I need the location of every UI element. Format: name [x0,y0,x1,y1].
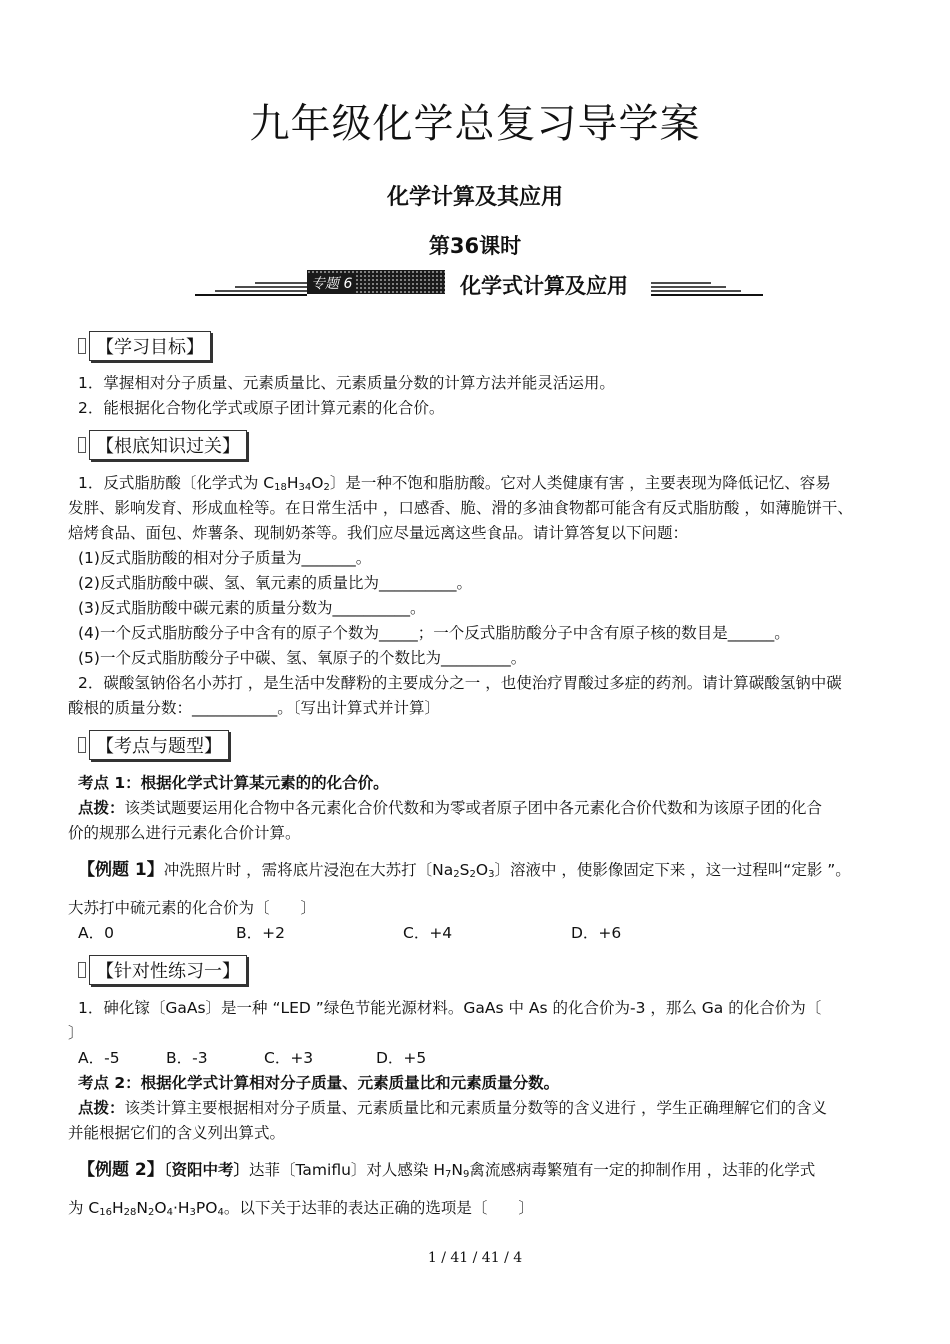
section-practice-1 [78,956,247,984]
practice-1-question: 1．砷化镓〔GaAs〕是一种 “LED ”绿色节能光源材料。GaAs 中 As 的化合价为-3 ，那么 Ga 的化合价为〔 [78,999,822,1017]
box-icon [78,737,86,753]
practice-1-question: 〕 [68,1024,84,1042]
page-number: 1 / 41 / 41 / 4 [427,1250,523,1266]
objective-item: 1．掌握相对分子质量、元素质量比、元素质量分数的计算方法并能灵活运用。 [78,374,615,392]
option-c: C．+4 [403,924,453,942]
sub-question: (4)一个反式脂肪酸分子中含有的原子个数为_____；一个反式脂肪酸分子中含有原子核的数目是______。 [78,624,790,642]
section-objectives [78,332,211,360]
topic-banner [195,268,770,302]
point-1-tip: 价的规那么进行元素化合价计算。 [68,824,301,842]
option-a: A．0 [78,924,114,942]
topic-title: 化学式计算及应用 [460,274,628,298]
document-title: 九年级化学总复习导学案 [249,101,701,147]
example-2-question: 为 $C_{16}H_{28}N_2O_4\cdot H_3PO_4$。以下关于达菲的表达正确的选项是〔 〕 [68,1199,534,1218]
section-label: 【考点与题型】 [89,730,229,760]
banner-lines-left [195,272,307,298]
banner-lines-right [651,272,763,298]
document-subtitle: 化学计算及其应用 [386,185,563,210]
point-2-tip: 点拨：该类计算主要根据相对分子质量、元素质量比和元素质量分数等的含义进行 ，学生正确理解它们的含义 [78,1099,827,1117]
sub-question: (3)反式脂肪酸中碳元素的质量分数为__________。 [78,599,426,617]
section-label: 【学习目标】 [89,331,211,361]
option-b: B．+2 [236,924,285,942]
box-icon [78,962,86,978]
section-exam-points [78,731,229,759]
section-label: 【针对性练习一】 [89,955,247,985]
question-2-text: 酸根的质量分数：___________。〔写出计算式并计算〕 [68,699,441,717]
option-b: B．-3 [166,1049,208,1067]
question-1-intro: 1．反式脂肪酸〔化学式为 $C_{18}H_{34}O_2$〕是一种不饱和脂肪酸。它对人类健康有害 ，主要表现为降低记忆、容易 [78,474,831,493]
point-1-title: 考点 1：根据化学式计算某元素的的化合价。 [78,774,389,792]
example-2: 【例题 2】〔资阳中考〕达菲〔Tamiflu〕对人感染 $H_7N_9$禽流感病毒繁殖有一定的抑制作用 ，达菲的化学式 [78,1160,816,1180]
example-1: 【例题 1】冲洗照片时 ，需将底片浸泡在大苏打〔$Na_2S_2O_3$〕溶液中 ，使影像固定下来 ，这一过程叫“定影 ”。 [78,860,851,880]
box-icon [78,437,86,453]
question-1-text: 焙烤食品、面包、炸薯条、现制奶茶等。我们应尽量远离这些食品。请计算答复以下问题： [68,524,689,542]
sub-question: (2)反式脂肪酸中碳、氢、氧元素的质量比为__________。 [78,574,472,592]
question-1-text: 发胖、影响发育、形成血栓等。在日常生活中 ，口感香、脆、滑的多油食物都可能含有反式脂肪酸 ，如薄脆饼干、 [68,499,853,517]
topic-tag: 专题 6 [307,270,445,294]
box-icon [78,338,86,354]
point-2-tip: 并能根据它们的含义列出算式。 [68,1124,286,1142]
option-d: D．+5 [376,1049,427,1067]
section-label: 【根底知识过关】 [89,430,247,460]
example-1-question: 大苏打中硫元素的化合价为〔 〕 [68,899,317,917]
option-d: D．+6 [571,924,622,942]
lesson-number: 第36课时 [428,234,522,258]
question-2-text: 2．碳酸氢钠俗名小苏打 ，是生活中发酵粉的主要成分之一 ，也使治疗胃酸过多症的药剂。请计算碳酸氢钠中碳 [78,674,842,692]
objective-item: 2．能根据化合物化学式或原子团计算元素的化合价。 [78,399,445,417]
sub-question: (5)一个反式脂肪酸分子中碳、氢、氧原子的个数比为_________。 [78,649,527,667]
point-2-title: 考点 2：根据化学式计算相对分子质量、元素质量比和元素质量分数。 [78,1074,560,1092]
option-a: A．-5 [78,1049,120,1067]
sub-question: (1)反式脂肪酸的相对分子质量为_______。 [78,549,372,567]
point-1-tip: 点拨：该类试题要运用化合物中各元素化合价代数和为零或者原子团中各元素化合价代数和为该原子团的化合 [78,799,823,817]
section-basics [78,431,247,459]
option-c: C．+3 [264,1049,314,1067]
